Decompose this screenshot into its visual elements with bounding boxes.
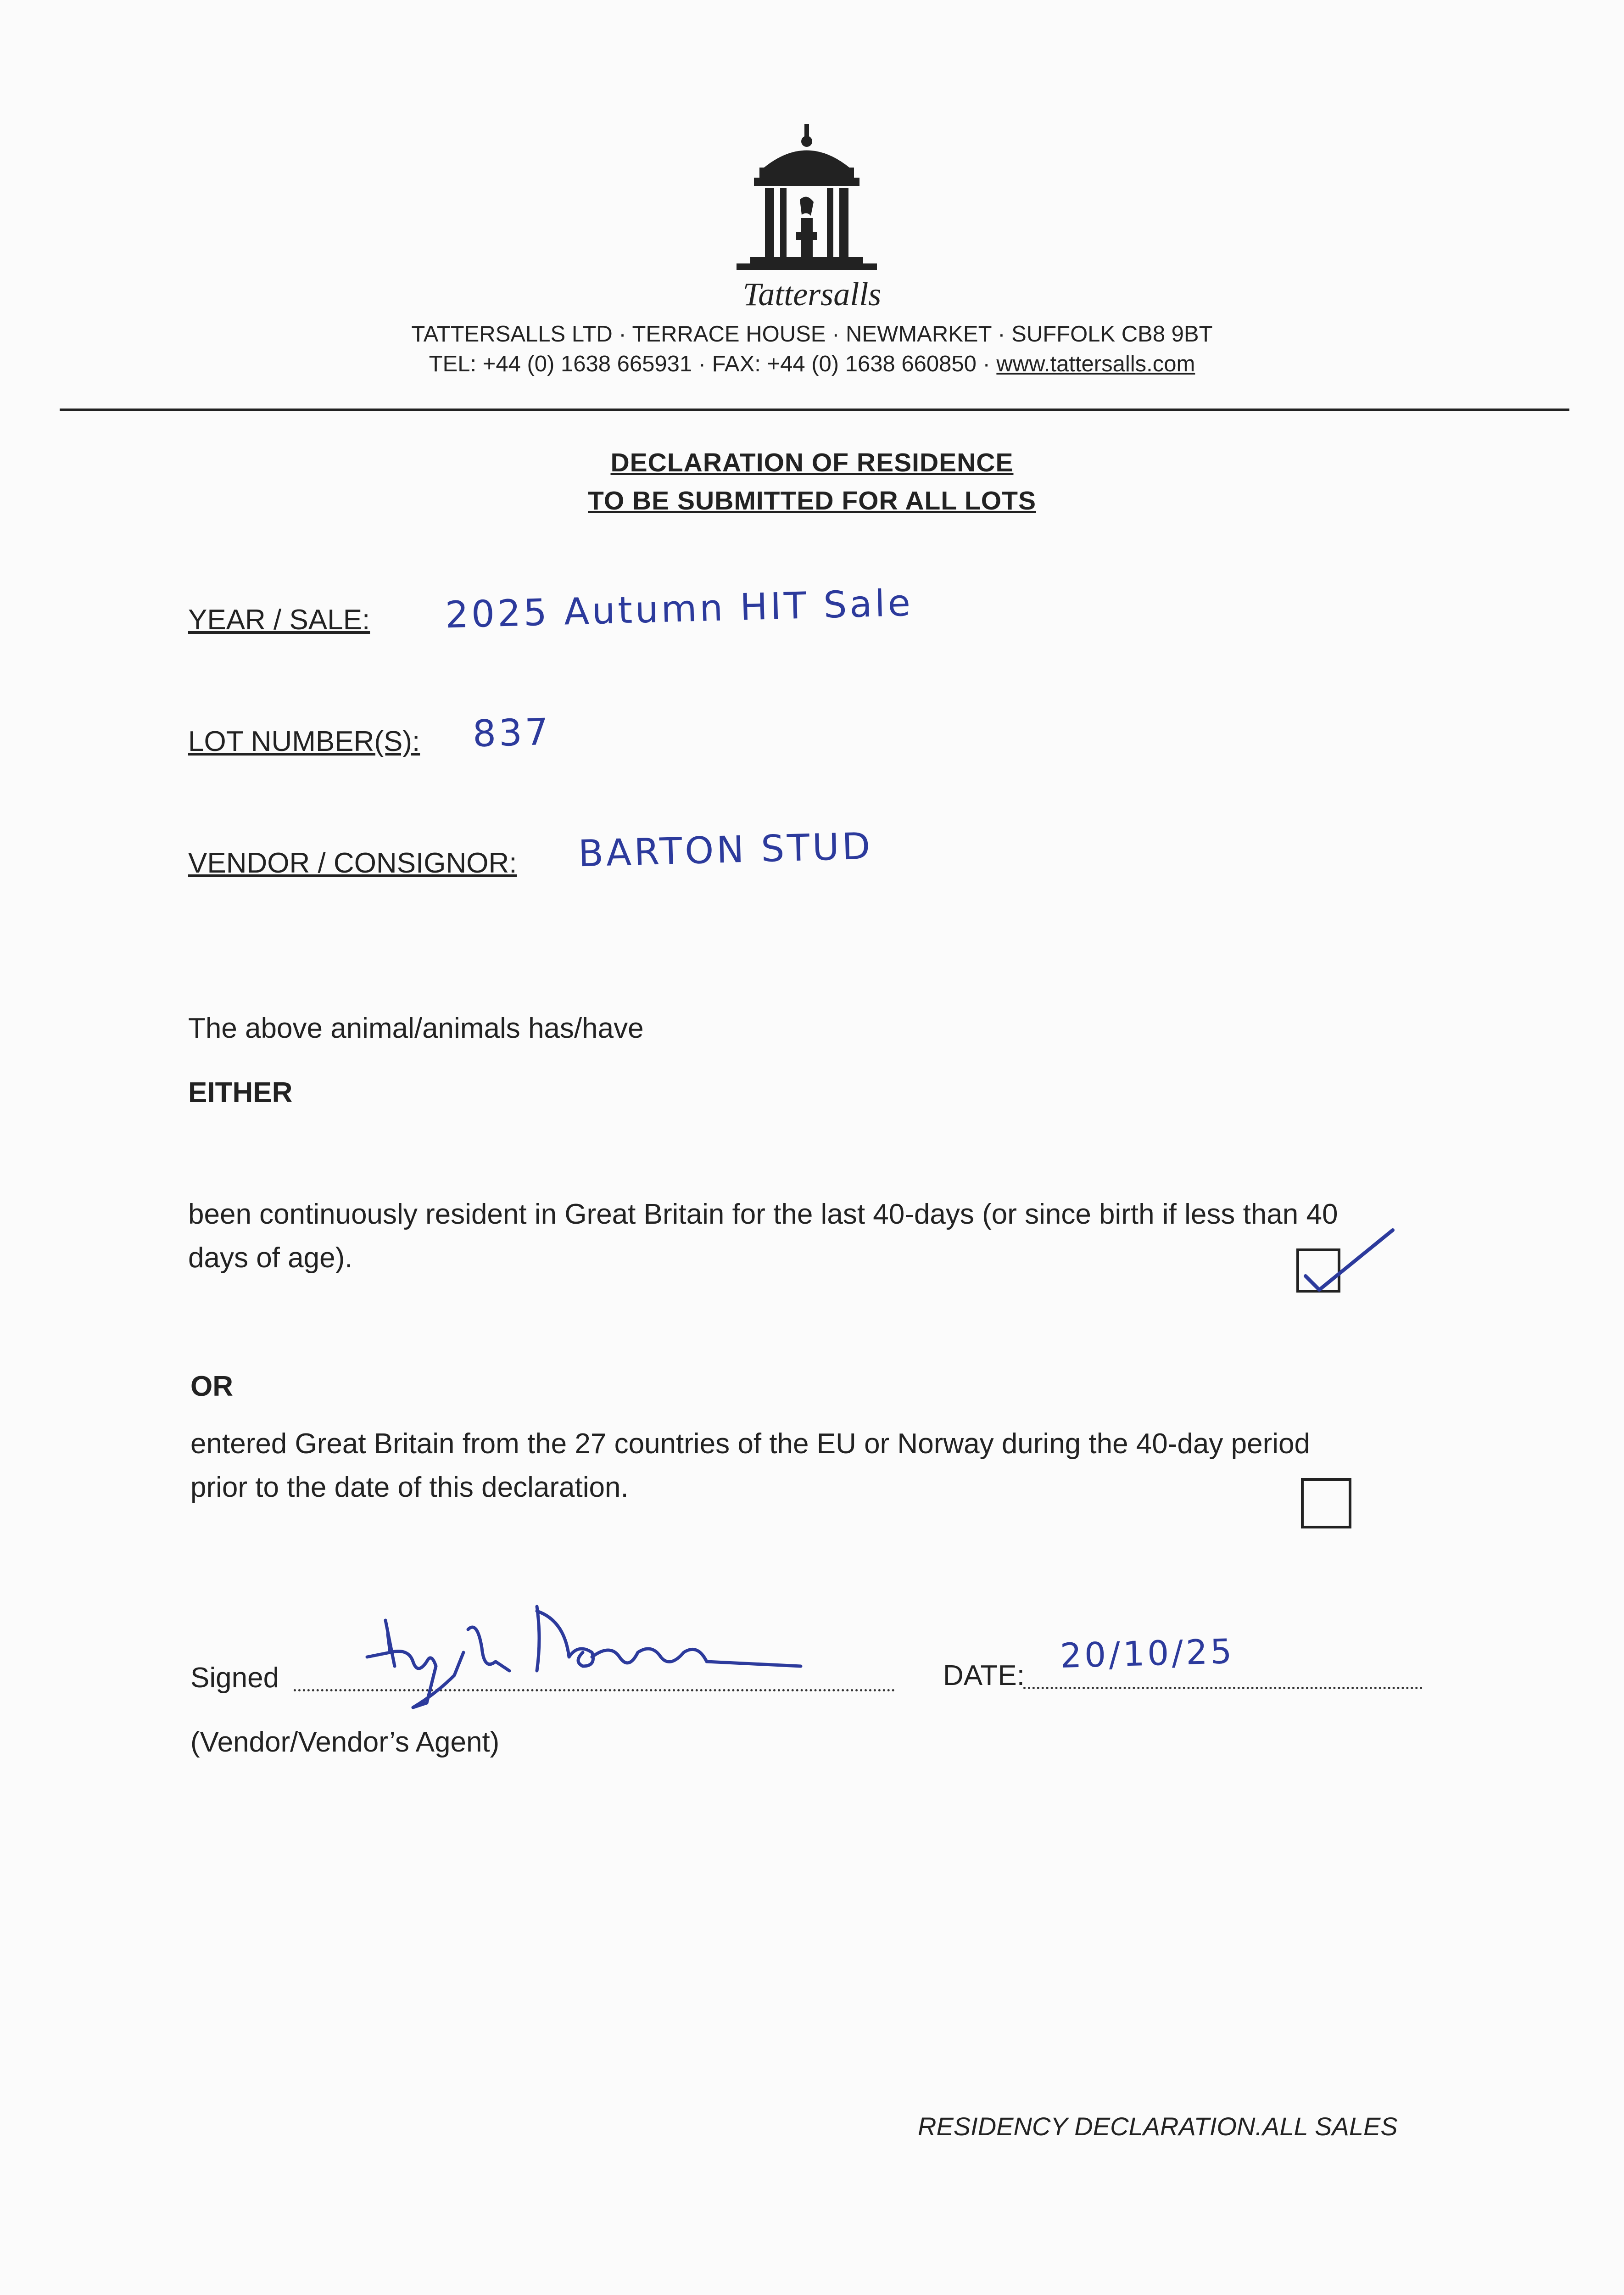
handwritten-signature-icon (363, 1593, 812, 1717)
brand-name: Tattersalls (742, 276, 882, 313)
vendor-consignor-value[interactable]: BARTON STUD (577, 824, 874, 875)
option2-text-line2: prior to the date of this declaration. (190, 1472, 629, 1503)
vendor-consignor-label: VENDOR / CONSIGNOR: (188, 847, 517, 879)
tattersalls-logo-icon (732, 124, 881, 280)
either-label: EITHER (188, 1077, 293, 1108)
company-contact (0, 351, 1624, 377)
date-value[interactable]: 20/10/25 (1059, 1632, 1235, 1676)
option2-checkbox[interactable] (1301, 1478, 1351, 1528)
footer-form-name: RESIDENCY DECLARATION.ALL SALES (918, 2112, 1398, 2141)
date-label: DATE: (943, 1660, 1025, 1691)
signed-label: Signed (190, 1662, 279, 1694)
check-mark-icon (1292, 1221, 1397, 1304)
phone-fax: TEL: +44 (0) 1638 665931 · FAX: +44 (0) 1638 660850 · (429, 352, 997, 376)
signer-role: (Vendor/Vendor’s Agent) (190, 1726, 500, 1758)
lot-number-label: LOT NUMBER(S): (188, 726, 420, 757)
declaration-intro: The above animal/animals has/have (188, 1013, 644, 1044)
year-sale-value[interactable]: 2025 Autumn HIT Sale (444, 581, 914, 637)
form-subtitle: TO BE SUBMITTED FOR ALL LOTS (588, 486, 1036, 515)
lot-number-value[interactable]: 837 (472, 710, 552, 756)
company-address: TATTERSALLS LTD · TERRACE HOUSE · NEWMARKET · SUFFOLK CB8 9BT (411, 322, 1213, 347)
or-label: OR (190, 1371, 233, 1402)
form-title: DECLARATION OF RESIDENCE (610, 448, 1014, 477)
option1-text-line2: days of age). (188, 1242, 353, 1274)
option1-text-line1: been continuously resident in Great Britain for the last 40-days (or since birth if less than 40 (188, 1198, 1338, 1230)
website-link[interactable]: www.tattersalls.com (996, 352, 1195, 376)
date-line[interactable] (1023, 1687, 1423, 1689)
option2-text-line1: entered Great Britain from the 27 countries of the EU or Norway during the 40-day period (190, 1428, 1310, 1460)
year-sale-label: YEAR / SALE: (188, 604, 370, 636)
header-divider (60, 409, 1569, 411)
